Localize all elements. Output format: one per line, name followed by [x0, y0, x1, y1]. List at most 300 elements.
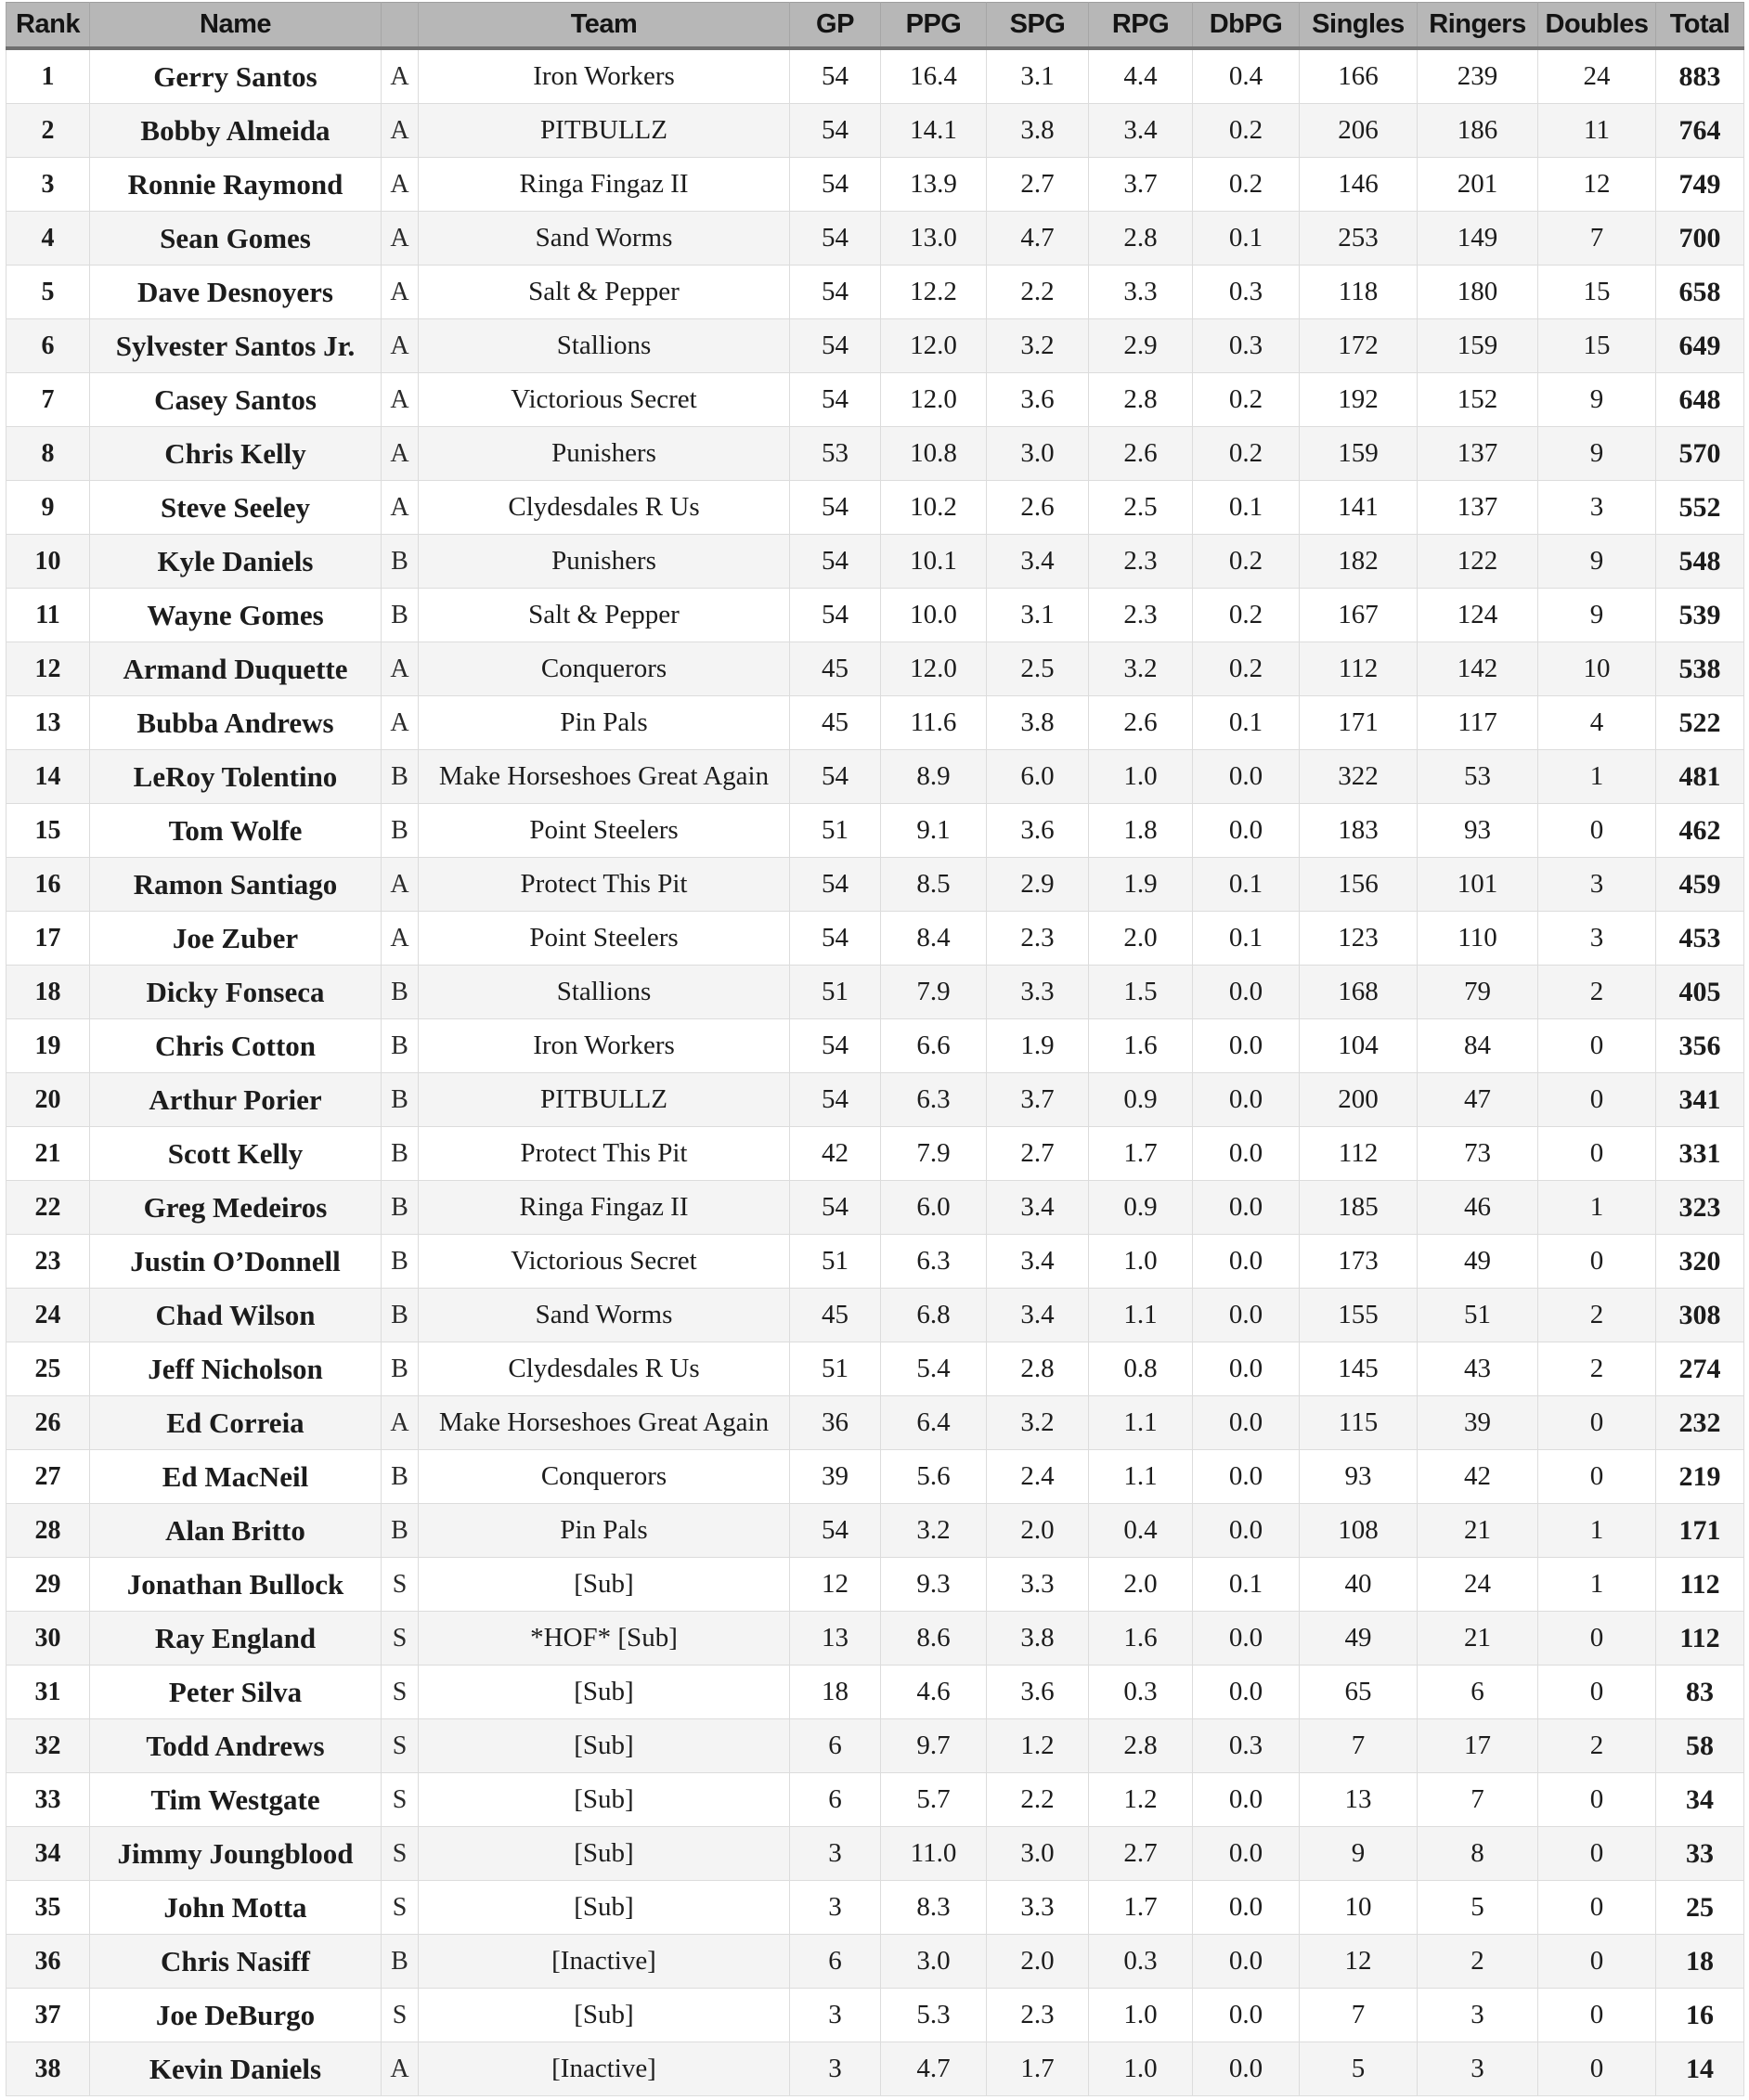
cell-doubles: 1 [1538, 750, 1656, 804]
cell-ringers: 21 [1418, 1504, 1538, 1558]
table-row [6, 319, 1744, 373]
cell-name: Jonathan Bullock [90, 1558, 382, 1612]
cell-spg: 2.2 [987, 1773, 1089, 1827]
cell-singles: 123 [1300, 912, 1418, 966]
table-row [6, 966, 1744, 1019]
cell-name: Chris Nasiff [90, 1935, 382, 1989]
cell-gp: 12 [790, 1558, 881, 1612]
cell-ppg: 3.0 [881, 1935, 987, 1989]
cell-rpg: 3.4 [1089, 104, 1193, 158]
cell-singles: 115 [1300, 1396, 1418, 1450]
cell-rpg: 0.3 [1089, 1666, 1193, 1719]
table-row [6, 642, 1744, 696]
cell-team: [Inactive] [419, 2042, 790, 2096]
cell-doubles: 1 [1538, 1558, 1656, 1612]
cell-team: *HOF* [Sub] [419, 1612, 790, 1666]
cell-rpg: 0.9 [1089, 1181, 1193, 1235]
cell-name: Todd Andrews [90, 1719, 382, 1773]
cell-ringers: 142 [1418, 642, 1538, 696]
cell-rpg: 0.8 [1089, 1342, 1193, 1396]
cell-rpg: 3.2 [1089, 642, 1193, 696]
cell-team: Make Horseshoes Great Again [419, 750, 790, 804]
cell-ringers: 17 [1418, 1719, 1538, 1773]
cell-dbpg: 0.0 [1193, 1342, 1300, 1396]
cell-ringers: 137 [1418, 427, 1538, 481]
cell-ppg: 6.3 [881, 1073, 987, 1127]
cell-gp: 53 [790, 427, 881, 481]
column-header-rpg: RPG [1089, 3, 1193, 49]
table-row [6, 750, 1744, 804]
column-header-doubles: Doubles [1538, 3, 1656, 49]
cell-gp: 3 [790, 2042, 881, 2096]
cell-total: 25 [1656, 1881, 1744, 1935]
cell-singles: 200 [1300, 1073, 1418, 1127]
cell-rank: 8 [6, 427, 90, 481]
column-header-rank: Rank [6, 3, 90, 49]
cell-ppg: 5.7 [881, 1773, 987, 1827]
cell-team: [Sub] [419, 1719, 790, 1773]
cell-dbpg: 0.0 [1193, 1504, 1300, 1558]
cell-name: Chad Wilson [90, 1289, 382, 1342]
cell-division: B [382, 1504, 419, 1558]
cell-dbpg: 0.1 [1193, 858, 1300, 912]
cell-doubles: 12 [1538, 158, 1656, 212]
cell-team: Clydesdales R Us [419, 1342, 790, 1396]
cell-ringers: 43 [1418, 1342, 1538, 1396]
cell-doubles: 3 [1538, 481, 1656, 535]
cell-doubles: 11 [1538, 104, 1656, 158]
cell-spg: 2.4 [987, 1450, 1089, 1504]
cell-total: 700 [1656, 212, 1744, 266]
cell-doubles: 0 [1538, 1127, 1656, 1181]
table-row [6, 1504, 1744, 1558]
cell-singles: 322 [1300, 750, 1418, 804]
cell-ringers: 6 [1418, 1666, 1538, 1719]
cell-ringers: 101 [1418, 858, 1538, 912]
cell-team: PITBULLZ [419, 1073, 790, 1127]
cell-division: A [382, 1396, 419, 1450]
cell-division: B [382, 1127, 419, 1181]
table-row [6, 1342, 1744, 1396]
cell-rpg: 2.6 [1089, 427, 1193, 481]
cell-total: 34 [1656, 1773, 1744, 1827]
cell-name: Ed Correia [90, 1396, 382, 1450]
cell-singles: 5 [1300, 2042, 1418, 2096]
table-row [6, 1396, 1744, 1450]
cell-total: 749 [1656, 158, 1744, 212]
cell-rpg: 1.0 [1089, 1235, 1193, 1289]
cell-doubles: 1 [1538, 1504, 1656, 1558]
cell-dbpg: 0.0 [1193, 1935, 1300, 1989]
cell-doubles: 2 [1538, 1719, 1656, 1773]
cell-team: Pin Pals [419, 1504, 790, 1558]
cell-singles: 171 [1300, 696, 1418, 750]
cell-ppg: 13.0 [881, 212, 987, 266]
cell-ppg: 12.0 [881, 642, 987, 696]
cell-doubles: 15 [1538, 319, 1656, 373]
cell-doubles: 0 [1538, 1935, 1656, 1989]
cell-singles: 166 [1300, 48, 1418, 104]
cell-team: Ringa Fingaz II [419, 1181, 790, 1235]
cell-rpg: 0.4 [1089, 1504, 1193, 1558]
cell-team: PITBULLZ [419, 104, 790, 158]
cell-total: 658 [1656, 266, 1744, 319]
column-header-dbpg: DbPG [1193, 3, 1300, 49]
cell-ppg: 10.8 [881, 427, 987, 481]
cell-spg: 1.2 [987, 1719, 1089, 1773]
cell-spg: 3.2 [987, 1396, 1089, 1450]
cell-gp: 54 [790, 1181, 881, 1235]
cell-total: 405 [1656, 966, 1744, 1019]
cell-total: 33 [1656, 1827, 1744, 1881]
cell-spg: 2.9 [987, 858, 1089, 912]
cell-total: 462 [1656, 804, 1744, 858]
cell-division: B [382, 1450, 419, 1504]
table-row [6, 858, 1744, 912]
cell-spg: 3.0 [987, 1827, 1089, 1881]
cell-total: 112 [1656, 1558, 1744, 1612]
cell-name: Scott Kelly [90, 1127, 382, 1181]
cell-doubles: 10 [1538, 642, 1656, 696]
cell-ppg: 14.1 [881, 104, 987, 158]
cell-name: Tom Wolfe [90, 804, 382, 858]
cell-ppg: 8.5 [881, 858, 987, 912]
cell-doubles: 0 [1538, 1073, 1656, 1127]
column-header-gp: GP [790, 3, 881, 49]
cell-team: Point Steelers [419, 912, 790, 966]
cell-ringers: 124 [1418, 589, 1538, 642]
cell-dbpg: 0.4 [1193, 48, 1300, 104]
cell-team: [Sub] [419, 1827, 790, 1881]
cell-total: 112 [1656, 1612, 1744, 1666]
cell-singles: 65 [1300, 1666, 1418, 1719]
cell-doubles: 0 [1538, 804, 1656, 858]
cell-rpg: 1.5 [1089, 966, 1193, 1019]
cell-ppg: 9.3 [881, 1558, 987, 1612]
cell-rank: 28 [6, 1504, 90, 1558]
cell-name: Bubba Andrews [90, 696, 382, 750]
cell-rank: 9 [6, 481, 90, 535]
cell-ppg: 5.3 [881, 1989, 987, 2042]
cell-spg: 2.8 [987, 1342, 1089, 1396]
cell-gp: 3 [790, 1827, 881, 1881]
cell-ringers: 24 [1418, 1558, 1538, 1612]
cell-name: Ed MacNeil [90, 1450, 382, 1504]
cell-ringers: 3 [1418, 2042, 1538, 2096]
cell-spg: 2.0 [987, 1935, 1089, 1989]
cell-doubles: 0 [1538, 1666, 1656, 1719]
cell-total: 308 [1656, 1289, 1744, 1342]
cell-gp: 54 [790, 535, 881, 589]
cell-spg: 3.3 [987, 1881, 1089, 1935]
cell-team: Punishers [419, 535, 790, 589]
cell-team: Stallions [419, 966, 790, 1019]
cell-spg: 6.0 [987, 750, 1089, 804]
cell-name: Peter Silva [90, 1666, 382, 1719]
table-row [6, 804, 1744, 858]
cell-singles: 159 [1300, 427, 1418, 481]
cell-rpg: 2.8 [1089, 373, 1193, 427]
cell-name: Steve Seeley [90, 481, 382, 535]
cell-ppg: 9.1 [881, 804, 987, 858]
table-row [6, 1666, 1744, 1719]
cell-rank: 31 [6, 1666, 90, 1719]
cell-doubles: 9 [1538, 535, 1656, 589]
cell-division: A [382, 319, 419, 373]
cell-ppg: 13.9 [881, 158, 987, 212]
cell-spg: 4.7 [987, 212, 1089, 266]
cell-doubles: 15 [1538, 266, 1656, 319]
cell-rpg: 1.1 [1089, 1396, 1193, 1450]
cell-singles: 173 [1300, 1235, 1418, 1289]
cell-rank: 32 [6, 1719, 90, 1773]
cell-spg: 3.3 [987, 1558, 1089, 1612]
cell-team: [Inactive] [419, 1935, 790, 1989]
cell-team: [Sub] [419, 1881, 790, 1935]
cell-ppg: 16.4 [881, 48, 987, 104]
cell-gp: 54 [790, 912, 881, 966]
cell-spg: 3.6 [987, 373, 1089, 427]
cell-singles: 12 [1300, 1935, 1418, 1989]
cell-singles: 104 [1300, 1019, 1418, 1073]
cell-team: Make Horseshoes Great Again [419, 1396, 790, 1450]
cell-name: Jeff Nicholson [90, 1342, 382, 1396]
cell-total: 552 [1656, 481, 1744, 535]
cell-dbpg: 0.0 [1193, 1289, 1300, 1342]
cell-rank: 22 [6, 1181, 90, 1235]
cell-ringers: 110 [1418, 912, 1538, 966]
cell-team: Stallions [419, 319, 790, 373]
cell-spg: 2.0 [987, 1504, 1089, 1558]
cell-singles: 155 [1300, 1289, 1418, 1342]
column-header-division [382, 3, 419, 49]
cell-rank: 34 [6, 1827, 90, 1881]
cell-division: B [382, 1181, 419, 1235]
cell-gp: 54 [790, 750, 881, 804]
cell-singles: 9 [1300, 1827, 1418, 1881]
cell-division: B [382, 750, 419, 804]
cell-ppg: 12.0 [881, 373, 987, 427]
cell-dbpg: 0.1 [1193, 1558, 1300, 1612]
column-header-ppg: PPG [881, 3, 987, 49]
cell-dbpg: 0.0 [1193, 1666, 1300, 1719]
cell-ringers: 51 [1418, 1289, 1538, 1342]
cell-division: A [382, 481, 419, 535]
cell-singles: 145 [1300, 1342, 1418, 1396]
cell-spg: 2.3 [987, 912, 1089, 966]
cell-gp: 54 [790, 158, 881, 212]
cell-rank: 10 [6, 535, 90, 589]
cell-division: A [382, 2042, 419, 2096]
cell-total: 570 [1656, 427, 1744, 481]
cell-name: Joe Zuber [90, 912, 382, 966]
cell-name: Chris Kelly [90, 427, 382, 481]
cell-team: Punishers [419, 427, 790, 481]
cell-division: B [382, 966, 419, 1019]
cell-ringers: 49 [1418, 1235, 1538, 1289]
cell-gp: 54 [790, 319, 881, 373]
cell-division: A [382, 104, 419, 158]
cell-team: Sand Worms [419, 212, 790, 266]
cell-division: S [382, 1827, 419, 1881]
cell-dbpg: 0.1 [1193, 481, 1300, 535]
cell-doubles: 0 [1538, 1989, 1656, 2042]
cell-ringers: 186 [1418, 104, 1538, 158]
cell-rank: 14 [6, 750, 90, 804]
cell-rank: 27 [6, 1450, 90, 1504]
cell-name: Arthur Porier [90, 1073, 382, 1127]
cell-singles: 13 [1300, 1773, 1418, 1827]
cell-dbpg: 0.0 [1193, 1612, 1300, 1666]
cell-ppg: 5.4 [881, 1342, 987, 1396]
cell-division: B [382, 1289, 419, 1342]
cell-rpg: 2.6 [1089, 696, 1193, 750]
cell-rank: 17 [6, 912, 90, 966]
cell-doubles: 0 [1538, 1396, 1656, 1450]
cell-name: Ronnie Raymond [90, 158, 382, 212]
cell-name: Sean Gomes [90, 212, 382, 266]
column-header-total: Total [1656, 3, 1744, 49]
cell-rpg: 2.5 [1089, 481, 1193, 535]
cell-team: Protect This Pit [419, 858, 790, 912]
cell-gp: 36 [790, 1396, 881, 1450]
cell-dbpg: 0.0 [1193, 1773, 1300, 1827]
cell-gp: 45 [790, 696, 881, 750]
cell-ringers: 152 [1418, 373, 1538, 427]
cell-name: Wayne Gomes [90, 589, 382, 642]
cell-doubles: 0 [1538, 1773, 1656, 1827]
cell-singles: 141 [1300, 481, 1418, 535]
cell-division: S [382, 1666, 419, 1719]
cell-spg: 3.6 [987, 1666, 1089, 1719]
cell-rank: 37 [6, 1989, 90, 2042]
cell-name: Ray England [90, 1612, 382, 1666]
cell-total: 648 [1656, 373, 1744, 427]
cell-rank: 25 [6, 1342, 90, 1396]
table-row [6, 1612, 1744, 1666]
cell-dbpg: 0.0 [1193, 2042, 1300, 2096]
cell-ppg: 10.0 [881, 589, 987, 642]
cell-gp: 54 [790, 48, 881, 104]
cell-total: 883 [1656, 48, 1744, 104]
cell-gp: 39 [790, 1450, 881, 1504]
cell-division: S [382, 1612, 419, 1666]
cell-name: Gerry Santos [90, 48, 382, 104]
cell-team: [Sub] [419, 1989, 790, 2042]
cell-total: 232 [1656, 1396, 1744, 1450]
table-row [6, 1073, 1744, 1127]
cell-division: B [382, 1073, 419, 1127]
cell-spg: 2.5 [987, 642, 1089, 696]
cell-dbpg: 0.0 [1193, 1181, 1300, 1235]
cell-division: A [382, 642, 419, 696]
cell-doubles: 2 [1538, 1289, 1656, 1342]
cell-ppg: 10.1 [881, 535, 987, 589]
cell-doubles: 0 [1538, 1019, 1656, 1073]
cell-division: B [382, 535, 419, 589]
cell-gp: 51 [790, 1235, 881, 1289]
cell-rank: 3 [6, 158, 90, 212]
cell-dbpg: 0.1 [1193, 212, 1300, 266]
cell-total: 16 [1656, 1989, 1744, 2042]
cell-dbpg: 0.2 [1193, 589, 1300, 642]
cell-division: A [382, 48, 419, 104]
cell-rpg: 3.7 [1089, 158, 1193, 212]
cell-team: Conquerors [419, 642, 790, 696]
cell-spg: 1.9 [987, 1019, 1089, 1073]
cell-ppg: 8.6 [881, 1612, 987, 1666]
cell-total: 522 [1656, 696, 1744, 750]
cell-gp: 54 [790, 481, 881, 535]
table-row [6, 481, 1744, 535]
cell-ringers: 117 [1418, 696, 1538, 750]
cell-team: Victorious Secret [419, 1235, 790, 1289]
cell-name: John Motta [90, 1881, 382, 1935]
cell-ppg: 3.2 [881, 1504, 987, 1558]
cell-division: B [382, 1935, 419, 1989]
cell-singles: 108 [1300, 1504, 1418, 1558]
cell-ringers: 201 [1418, 158, 1538, 212]
cell-rank: 2 [6, 104, 90, 158]
stats-table-header [6, 3, 1744, 49]
cell-dbpg: 0.0 [1193, 1881, 1300, 1935]
cell-ppg: 7.9 [881, 966, 987, 1019]
cell-singles: 185 [1300, 1181, 1418, 1235]
cell-dbpg: 0.3 [1193, 319, 1300, 373]
cell-team: Salt & Pepper [419, 266, 790, 319]
cell-name: LeRoy Tolentino [90, 750, 382, 804]
table-row [6, 1989, 1744, 2042]
cell-spg: 2.7 [987, 1127, 1089, 1181]
cell-rpg: 0.9 [1089, 1073, 1193, 1127]
cell-spg: 3.4 [987, 1289, 1089, 1342]
cell-spg: 3.7 [987, 1073, 1089, 1127]
cell-rpg: 1.6 [1089, 1019, 1193, 1073]
cell-name: Greg Medeiros [90, 1181, 382, 1235]
cell-team: [Sub] [419, 1666, 790, 1719]
cell-doubles: 0 [1538, 1235, 1656, 1289]
cell-dbpg: 0.2 [1193, 104, 1300, 158]
cell-ringers: 21 [1418, 1612, 1538, 1666]
table-row [6, 373, 1744, 427]
cell-ppg: 6.4 [881, 1396, 987, 1450]
cell-gp: 54 [790, 104, 881, 158]
cell-singles: 112 [1300, 1127, 1418, 1181]
cell-team: Clydesdales R Us [419, 481, 790, 535]
cell-ringers: 3 [1418, 1989, 1538, 2042]
cell-singles: 172 [1300, 319, 1418, 373]
cell-spg: 2.7 [987, 158, 1089, 212]
cell-team: Sand Worms [419, 1289, 790, 1342]
cell-rpg: 1.8 [1089, 804, 1193, 858]
cell-ringers: 7 [1418, 1773, 1538, 1827]
cell-ringers: 79 [1418, 966, 1538, 1019]
cell-rpg: 1.0 [1089, 750, 1193, 804]
cell-gp: 18 [790, 1666, 881, 1719]
cell-total: 538 [1656, 642, 1744, 696]
cell-name: Kevin Daniels [90, 2042, 382, 2096]
cell-singles: 168 [1300, 966, 1418, 1019]
cell-ringers: 53 [1418, 750, 1538, 804]
cell-ringers: 8 [1418, 1827, 1538, 1881]
cell-doubles: 7 [1538, 212, 1656, 266]
cell-rank: 36 [6, 1935, 90, 1989]
cell-division: A [382, 912, 419, 966]
cell-team: Salt & Pepper [419, 589, 790, 642]
cell-ringers: 137 [1418, 481, 1538, 535]
cell-gp: 51 [790, 804, 881, 858]
cell-ringers: 159 [1418, 319, 1538, 373]
